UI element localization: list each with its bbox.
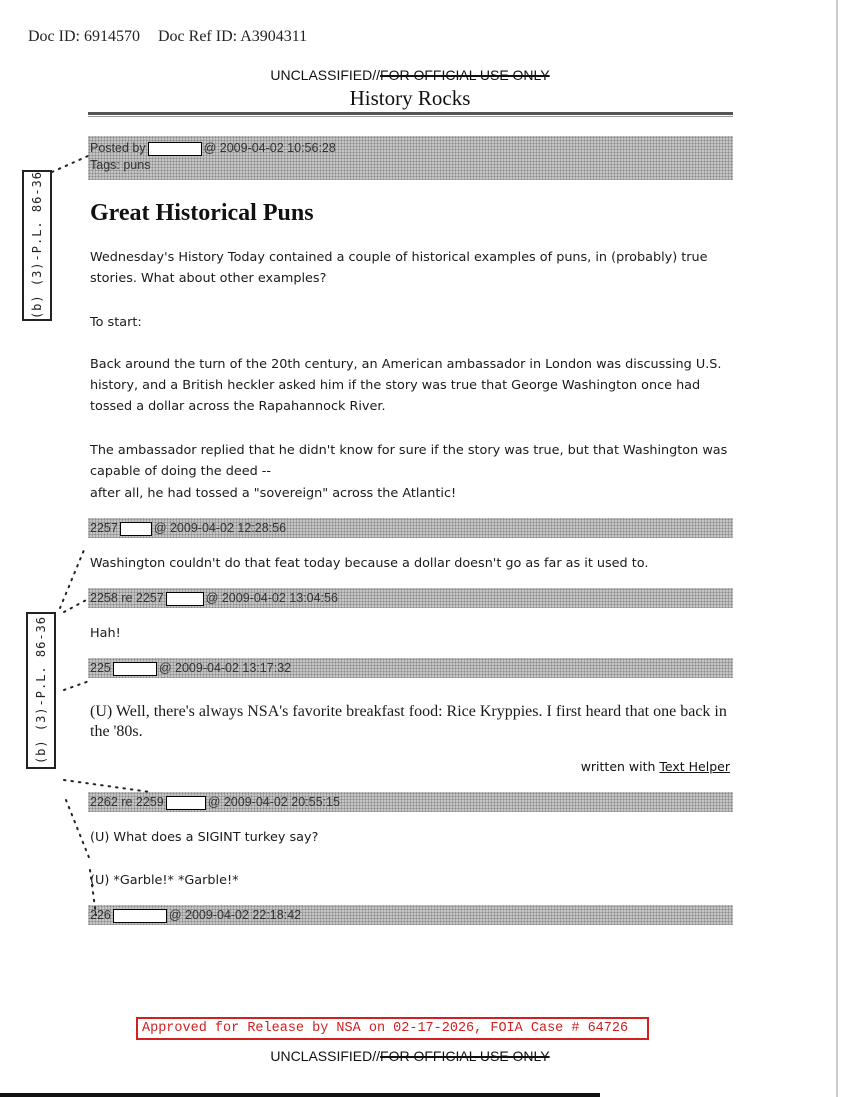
- text-helper-link[interactable]: Text Helper: [659, 759, 730, 774]
- doc-ref-id: Doc Ref ID: A3904311: [157, 28, 308, 45]
- posted-by-label: Posted by: [90, 141, 146, 155]
- comment-date: @ 2009-04-02 12:28:56: [153, 521, 287, 535]
- comment-text: (U) Well, there's always NSA's favorite breakfast food: Rice Kryppies. I first heard that one back in the '80s.: [90, 703, 727, 740]
- bottom-classification-marking: [0, 1048, 820, 1064]
- connector-upper: [52, 156, 88, 172]
- connector-comment-5: [90, 870, 96, 915]
- connector-comment-2: [64, 598, 90, 612]
- site-title: History Rocks: [349, 86, 471, 110]
- comment-id: 2257: [90, 521, 118, 535]
- comment-date: @ 2009-04-02 13:04:56: [205, 591, 338, 605]
- comment-date: @ 2009-04-02 20:55:15: [207, 795, 340, 809]
- helper-prefix: written with: [580, 759, 660, 774]
- post-date: @ 2009-04-02 10:56:28: [203, 141, 336, 155]
- comment-text: Hah!: [90, 626, 121, 641]
- post-title: Great Historical Puns: [90, 200, 314, 226]
- post-paragraph-punchline: after all, he had tossed a "sovereign" across the Atlantic!: [90, 486, 457, 501]
- comment-id: 2262 re 2259: [90, 795, 164, 809]
- post-paragraph-intro: Wednesday's History Today contained a couple of historical examples of puns, in (probably) true stories. What about other examples?: [90, 250, 708, 286]
- comment-id: 2258 re 2257: [90, 591, 164, 605]
- scan-edge-bottom: [0, 1093, 600, 1097]
- post-paragraph-start: To start:: [90, 315, 142, 330]
- classification-label: UNCLASSIFIED//: [270, 67, 381, 83]
- post-tags[interactable]: Tags: puns: [90, 158, 151, 172]
- post-paragraph-story: Back around the turn of the 20th century, an American ambassador in London was discussing U.S. history, and a British heckler asked him if the story was true that George Washington once had tossed a dollar across the Rapahannock River.: [90, 357, 722, 414]
- comment-date: @ 2009-04-02 13:17:32: [158, 661, 292, 675]
- comment-text: (U) What does a SIGINT turkey say?: [90, 830, 319, 845]
- classification-label: UNCLASSIFIED//: [270, 1048, 381, 1064]
- comment-id: 225: [90, 661, 111, 675]
- connector-comment-4: [64, 780, 150, 792]
- doc-id: Doc ID: 6914570: [28, 28, 140, 45]
- scan-edge-right: [836, 0, 838, 1097]
- connector-comment-1: [60, 550, 84, 608]
- exemption-text: (b) (3)-P.L. 86-36: [30, 171, 44, 320]
- foia-approval-stamp: Approved for Release by NSA on 02-17-2026, FOIA Case # 64726: [136, 1017, 649, 1040]
- exemption-text: (b) (3)-P.L. 86-36: [34, 616, 48, 765]
- comment-text-answer: (U) *Garble!* *Garble!*: [90, 873, 239, 888]
- post-paragraph-reply: The ambassador replied that he didn't know for sure if the story was true, but that Washington was capable of doing the deed --: [90, 443, 728, 479]
- struck-caveat: FOR OFFICIAL USE ONLY: [380, 67, 550, 83]
- comment-id: 226: [90, 908, 111, 922]
- connector-comment-4-body: [66, 800, 90, 860]
- comment-date: @ 2009-04-02 22:18:42: [168, 908, 302, 922]
- connector-comment-3: [64, 680, 92, 690]
- comment-text: Washington couldn't do that feat today because a dollar doesn't go as far as it used to.: [90, 556, 649, 571]
- struck-caveat: FOR OFFICIAL USE ONLY: [380, 1048, 550, 1064]
